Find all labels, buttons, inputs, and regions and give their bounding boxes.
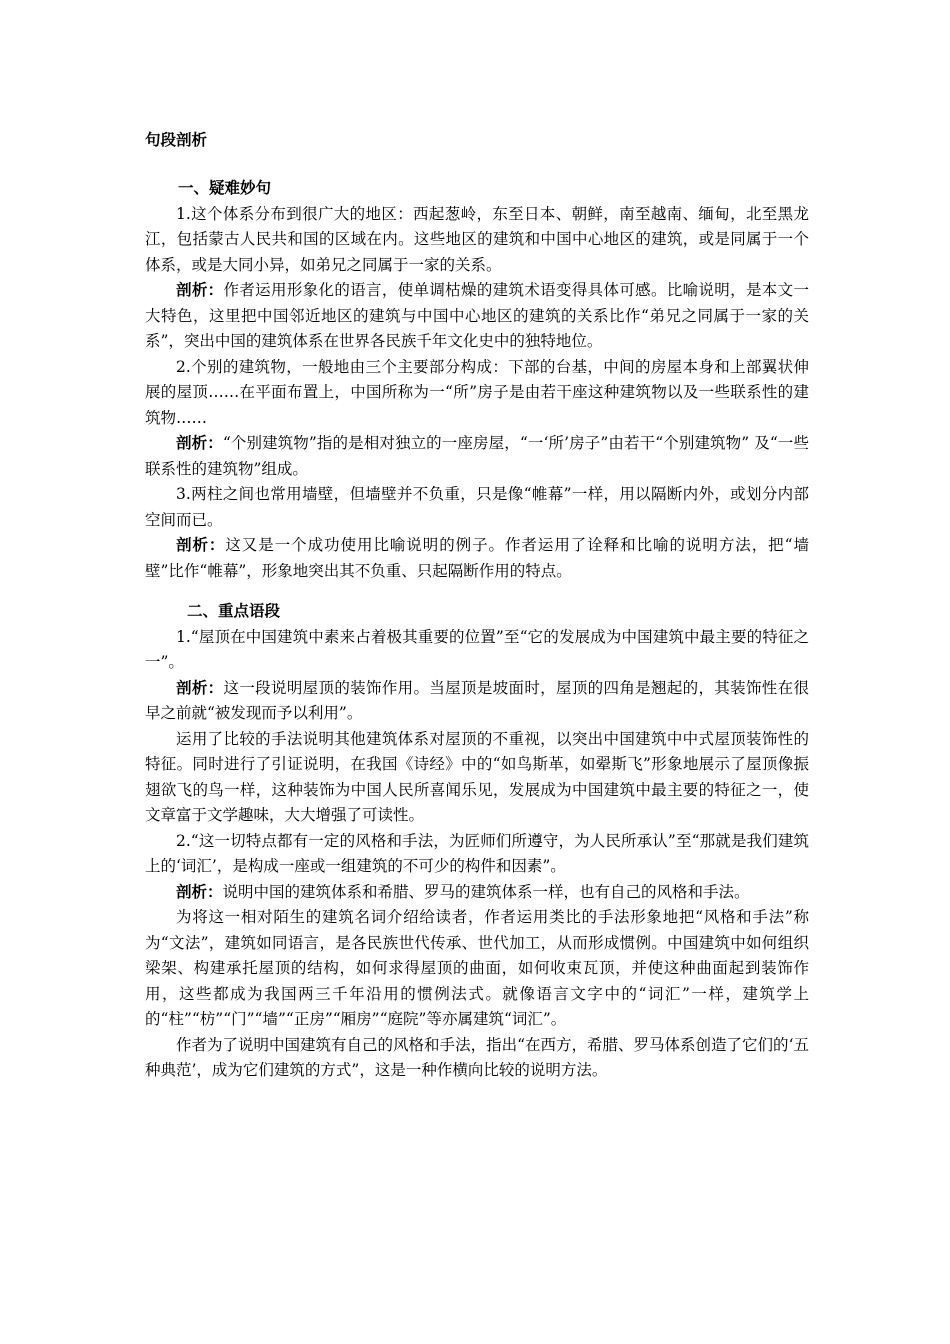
analysis-paragraph: 剖析：说明中国的建筑体系和希腊、罗马的建筑体系一样，也有自己的风格和手法。 (176, 882, 750, 901)
paragraph: 作者为了说明中国建筑有自己的风格和手法，指出“在西方，希腊、罗马体系创造了它们的‘五种典范’，成为它们建筑的方式”，这是一种作横向比较的说明方法。 (145, 1035, 809, 1079)
section-difficult-sentences (145, 176, 809, 584)
analysis-label: 剖析： (176, 678, 224, 697)
analysis-paragraph: 剖析：这又是一个成功使用比喻说明的例子。作者运用了诠释和比喻的说明方法，把“墙壁”比作“帷幕”，形象地突出其不负重、只起隔断作用的特点。 (145, 536, 809, 580)
page-title: 句段剖析 (145, 131, 208, 149)
paragraph: 1.“屋顶在中国建筑中素来占着极其重要的位置”至“它的发展成为中国建筑中最主要的特征之一”。 (145, 627, 809, 671)
paragraph: 3.两柱之间也常用墙壁，但墙壁并不负重，只是像“帷幕”一样，用以隔断内外，或划分内部空间而已。 (145, 485, 809, 529)
analysis-label: 剖析： (176, 434, 223, 452)
section-heading: 二、重点语段 (187, 602, 281, 620)
paragraph: 2.“这一切特点都有一定的风格和手法，为匠师们所遵守，为人民所承认”至“那就是我们建筑上的‘词汇’，是构成一座或一组建筑的不可少的构件和因素”。 (145, 831, 809, 875)
analysis-label: 剖析： (176, 536, 226, 554)
paragraph: 1.这个体系分布到很广大的地区：西起葱岭，东至日本、朝鲜，南至越南、缅甸，北至黑龙江，包括蒙古人民共和国的区域在内。这些地区的建筑和中国中心地区的建筑，或是同属于一个体系，或是大同小异，如弟兄之同属于一家的关系。 (145, 204, 809, 274)
analysis-label: 剖析： (176, 281, 224, 299)
paragraph: 运用了比较的手法说明其他建筑体系对屋顶的不重视，以突出中国建筑中中式屋顶装饰性的特征。同时进行了引证说明，在我国《诗经》中的“如鸟斯革，如翚斯飞”形象地展示了屋顶像振翅欲飞的鸟一样，这种装饰为中国人民所喜闻乐见，发展成为中国建筑中最主要的特征之一，使文章富于文学趣味，大大增强了可读性。 (145, 729, 809, 824)
analysis-paragraph: 剖析：作者运用形象化的语言，使单调枯燥的建筑术语变得具体可感。比喻说明，是本文一大特色，这里把中国邻近地区的建筑与中国中心地区的建筑的关系比作“弟兄之同属于一家的关系”，突出中国的建筑体系在世界各民族千年文化史中的独特地位。 (145, 281, 809, 350)
paragraph: 为将这一相对陌生的建筑名词介绍给读者，作者运用类比的手法形象地把“风格和手法”称为“文法”，建筑如同语言，是各民族世代传承、世代加工，从而形成惯例。中国建筑中如何组织梁架、构建承托屋顶的结构，如何求得屋顶的曲面，如何收束瓦顶，并使这种曲面起到装饰作用，这些都成为我国两三千年沿用的惯例法式。就像语言文字中的“词汇”一样，建筑学上的“柱”“枋”“门”“墙”“正房”“厢房”“庭院”等亦属建筑“词汇”。 (145, 908, 809, 1028)
analysis-paragraph: 剖析：“个别建筑物”指的是相对独立的一座房屋，“一‘所’房子”由若干“个别建筑物” 及“一些联系性的建筑物”组成。 (145, 434, 809, 478)
section-key-passages (145, 599, 809, 1084)
analysis-paragraph: 剖析：这一段说明屋顶的装饰作用。当屋顶是坡面时，屋顶的四角是翘起的，其装饰性在很早之前就“被发现而予以利用”。 (145, 678, 809, 722)
paragraph: 2.个别的建筑物，一般地由三个主要部分构成：下部的台基，中间的房屋本身和上部翼状伸展的屋顶……在平面布置上，中国所称为一“所”房子是由若干座这种建筑物以及一些联系性的建筑物…… (145, 357, 809, 427)
analysis-label: 剖析： (176, 882, 223, 901)
section-heading: 一、疑难妙句 (178, 179, 272, 197)
